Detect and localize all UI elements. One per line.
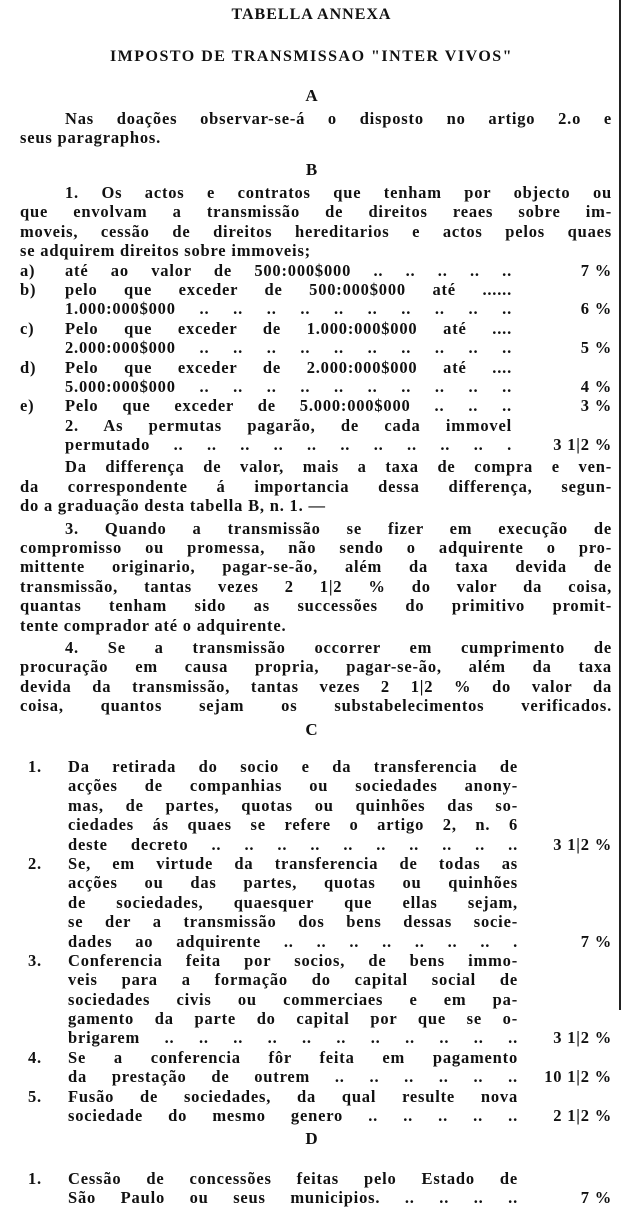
text-line xyxy=(0,416,623,435)
line-text: devida da transmissão, tantas vezes 2 1|2 % do valor da xyxy=(20,676,612,696)
section-d xyxy=(0,1129,623,1208)
text-line xyxy=(0,657,623,676)
rate-row xyxy=(0,338,623,357)
line-text: seus paragraphos. xyxy=(20,128,162,148)
text-line xyxy=(0,241,623,260)
text-line xyxy=(0,202,623,221)
text-line xyxy=(0,280,623,299)
line-text: Nas doações observar-se-á o disposto no artigo 2.o e xyxy=(65,109,612,128)
text-line xyxy=(0,222,623,241)
line-text: brigarem .. .. .. .. .. .. .. .. .. .. .. xyxy=(68,1028,518,1048)
tax-rate: 3 1|2 % xyxy=(553,834,612,854)
line-text: 1. Os actos e contratos que tenham por objecto ou xyxy=(65,183,612,202)
rate-row xyxy=(0,1106,623,1125)
text-line xyxy=(0,319,623,338)
line-text: procuração em causa propria, pagar-se-ão, além da taxa xyxy=(20,657,612,677)
text-line xyxy=(0,1009,623,1028)
line-text: compromisso ou promessa, não sendo o adquirente o pro- xyxy=(20,538,612,558)
text-line xyxy=(0,358,623,377)
text-line xyxy=(0,557,623,576)
rate-row xyxy=(0,377,623,396)
text-line xyxy=(0,109,623,128)
text-line xyxy=(0,677,623,696)
text-line xyxy=(0,457,623,476)
text-line xyxy=(0,951,623,970)
item-number: 3. xyxy=(28,950,42,970)
line-text: São Paulo ou seus municipios. .. .. .. .. xyxy=(68,1188,518,1208)
text-line xyxy=(0,776,623,795)
tax-rate: 5 % xyxy=(580,338,612,358)
section-heading: D xyxy=(305,1129,318,1148)
text-line xyxy=(0,596,623,615)
text-line xyxy=(0,538,623,557)
line-text: acções ou das partes, quotas ou quinhões xyxy=(68,873,518,893)
text-line xyxy=(0,496,623,515)
section-c xyxy=(0,720,623,1125)
tax-rate: 7 % xyxy=(580,931,612,951)
text-line xyxy=(0,128,623,147)
text-line xyxy=(0,757,623,776)
text-line xyxy=(0,1087,623,1106)
line-text: acções de companhias ou sociedades anony- xyxy=(68,776,518,796)
line-text: 5.000:000$000 .. .. .. .. .. .. .. .. .. .. xyxy=(65,376,512,396)
item-number: 1. xyxy=(28,757,42,776)
text-line xyxy=(0,990,623,1009)
item-number: c) xyxy=(20,318,35,338)
line-text: permutado .. .. .. .. .. .. .. .. .. .. . xyxy=(65,435,512,455)
line-text: que envolvam a transmissão de direitos reaes sobre im- xyxy=(20,202,612,222)
item-number: 2. xyxy=(28,853,42,873)
text-line xyxy=(0,815,623,834)
line-text: ciedades ás quaes se refere o artigo 2, n. 6 xyxy=(68,815,518,835)
line-text: 2.000:000$000 .. .. .. .. .. .. .. .. .. .. xyxy=(65,338,512,358)
tax-rate: 6 % xyxy=(580,299,612,319)
text-line xyxy=(0,873,623,892)
line-text: 2. As permutas pagarão, de cada immovel xyxy=(65,415,512,435)
section-b xyxy=(0,160,623,716)
line-text: Se, em virtude da transferencia de todas as xyxy=(68,853,518,873)
item-number: 1. xyxy=(28,1169,42,1188)
text-line xyxy=(0,477,623,496)
text-line xyxy=(0,616,623,635)
line-text: Cessão de concessões feitas pelo Estado de xyxy=(68,1169,518,1188)
rate-row xyxy=(0,932,623,951)
line-text: 1.000:000$000 .. .. .. .. .. .. .. .. .. .. xyxy=(65,299,512,319)
item-number: 4. xyxy=(28,1047,42,1067)
section-heading: A xyxy=(305,86,318,105)
item-number: a) xyxy=(20,260,36,280)
text-line xyxy=(0,577,623,596)
line-text: até ao valor de 500:000$000 .. .. .. .. .. xyxy=(65,260,512,280)
section-heading: C xyxy=(305,720,318,739)
text-line xyxy=(0,183,623,202)
line-text: Pelo que exceder de 5.000:000$000 .. .. .. xyxy=(65,396,512,416)
line-text: coisa, quantos sejam os substabelecimentos verificados. xyxy=(20,696,612,716)
rate-row xyxy=(0,1188,623,1207)
line-text: Pelo que exceder de 1.000:000$000 até .... xyxy=(65,318,512,338)
text-line xyxy=(0,854,623,873)
text-line xyxy=(0,696,623,715)
rate-row xyxy=(0,261,623,280)
tax-rate: 4 % xyxy=(580,376,612,396)
item-number: e) xyxy=(20,396,35,416)
rate-row xyxy=(0,396,623,415)
line-text: da prestação de outrem .. .. .. .. .. .. xyxy=(68,1067,518,1087)
rate-row xyxy=(0,1028,623,1047)
section-a xyxy=(0,86,623,148)
text-line xyxy=(0,519,623,538)
line-text: 3. Quando a transmissão se fizer em execução de xyxy=(65,518,612,538)
line-text: Conferencia feita por socios, de bens immo- xyxy=(68,950,518,970)
tax-rate: 3 % xyxy=(580,396,612,416)
line-text: sociedade do mesmo genero .. .. .. .. .. xyxy=(68,1106,518,1126)
line-text: sociedades civis ou commerciaes e em pa- xyxy=(68,989,518,1009)
text-line xyxy=(0,796,623,815)
line-text: mittente originario, pagar-se-ão, além da taxa devida de xyxy=(20,557,612,577)
line-text: Se a conferencia fôr feita em pagamento xyxy=(68,1047,518,1067)
line-text: de sociedades, quaesquer que ellas sejam, xyxy=(68,892,518,912)
line-text: tente comprador até o adquirente. xyxy=(20,615,287,635)
document-subtitle: IMPOSTO DE TRANSMISSAO "INTER VIVOS" xyxy=(109,48,514,65)
tax-rate: 7 % xyxy=(580,1188,612,1208)
tax-rate: 2 1|2 % xyxy=(553,1106,612,1126)
line-text: deste decreto .. .. .. .. .. .. .. .. .. .. xyxy=(68,834,518,854)
line-text: Da differença de valor, mais a taxa de compra e ven- xyxy=(65,457,612,477)
line-text: Da retirada do socio e da transferencia de xyxy=(68,757,518,776)
line-text: transmissão, tantas vezes 2 1|2 % do valor da coisa, xyxy=(20,576,612,596)
tax-rate: 7 % xyxy=(580,260,612,280)
document-title: TABELLA ANNEXA xyxy=(231,6,392,23)
rate-row xyxy=(0,299,623,318)
text-line xyxy=(0,970,623,989)
line-text: Pelo que exceder de 2.000:000$000 até .... xyxy=(65,357,512,377)
line-text: Fusão de sociedades, da qual resulte nova xyxy=(68,1086,518,1106)
text-line xyxy=(0,1048,623,1067)
line-text: da correspondente á importancia dessa differença, segun- xyxy=(20,476,612,496)
tax-rate: 3 1|2 % xyxy=(553,435,612,455)
line-text: gamento da parte do capital por que se o- xyxy=(68,1009,518,1029)
line-text: mas, de partes, quotas ou quinhões das so- xyxy=(68,795,518,815)
text-line xyxy=(0,1169,623,1188)
line-text: dades ao adquirente .. .. .. .. .. .. .. . xyxy=(68,931,518,951)
line-text: moveis, cessão de direitos hereditarios e actos pelos quaes xyxy=(20,221,612,241)
item-number: b) xyxy=(20,279,37,299)
section-heading: B xyxy=(305,160,318,179)
rate-row xyxy=(0,1067,623,1086)
text-line xyxy=(0,893,623,912)
line-text: se der a transmissão dos bens dessas socie- xyxy=(68,912,518,932)
item-number: 5. xyxy=(28,1086,42,1106)
line-text: quantas tenham sido as successões do primitivo promit- xyxy=(20,596,612,616)
line-text: do a graduação desta tabella B, n. 1. — xyxy=(20,496,326,516)
text-line xyxy=(0,638,623,657)
tax-rate: 3 1|2 % xyxy=(553,1028,612,1048)
tax-rate: 10 1|2 % xyxy=(544,1067,612,1087)
rate-row xyxy=(0,435,623,454)
line-text: 4. Se a transmissão occorrer em cumprimento de xyxy=(65,637,612,657)
item-number: d) xyxy=(20,357,37,377)
rate-row xyxy=(0,835,623,854)
line-text: se adquirem direitos sobre immoveis; xyxy=(20,241,311,261)
line-text: veis para a formação do capital social de xyxy=(68,970,518,990)
text-line xyxy=(0,912,623,931)
line-text: pelo que exceder de 500:000$000 até ...... xyxy=(65,279,512,299)
